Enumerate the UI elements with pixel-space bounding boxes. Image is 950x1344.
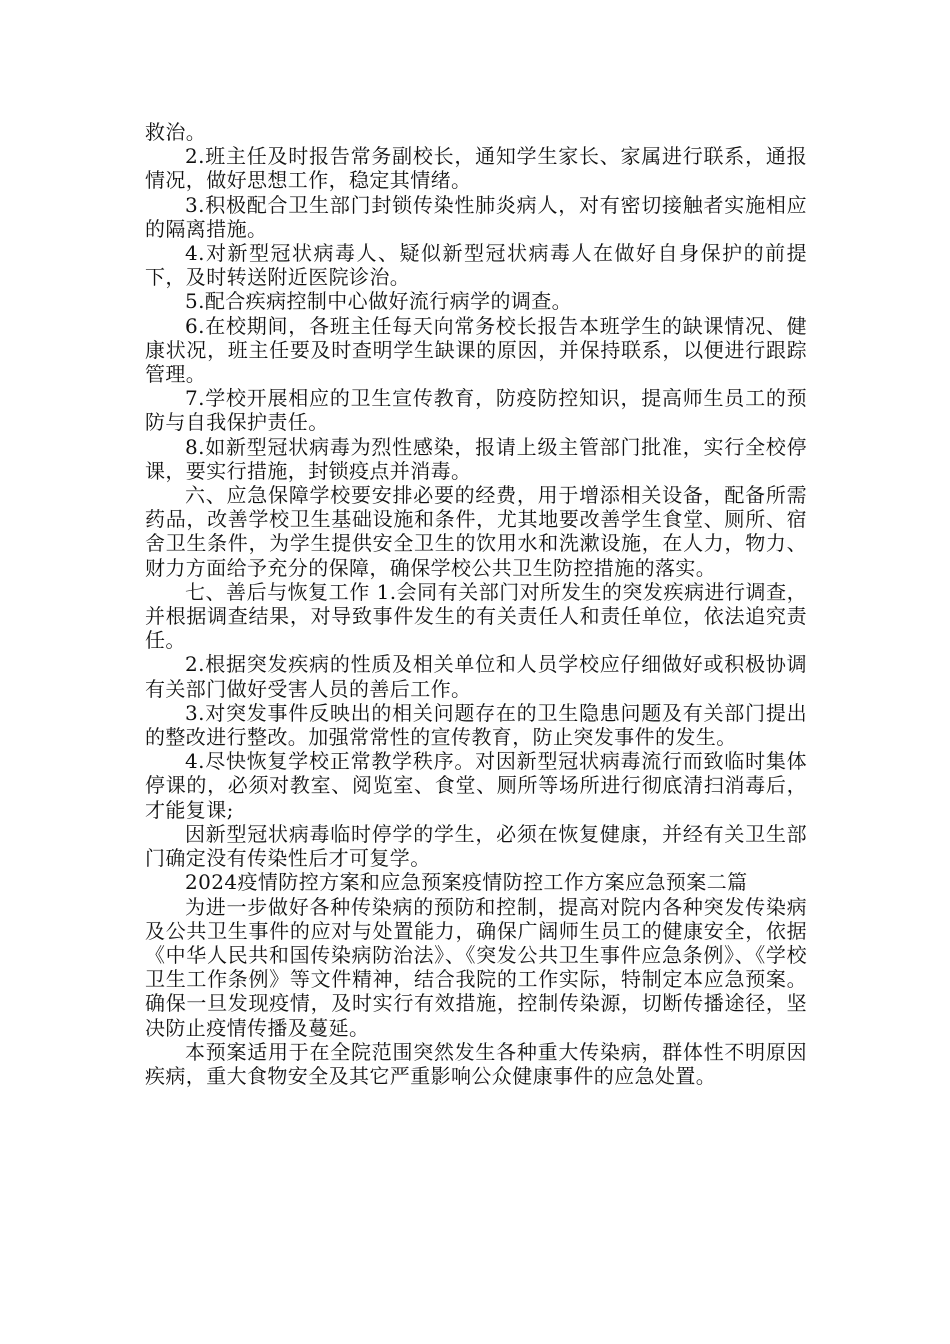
paragraph: 2.班主任及时报告常务副校长，通知学生家长、家属进行联系，通报情况，做好思想工作，稳定其情绪。 (145, 144, 807, 193)
paragraph: 因新型冠状病毒临时停学的学生，必须在恢复健康，并经有关卫生部门确定没有传染性后才可复学。 (145, 821, 807, 871)
paragraph: 8.如新型冠状病毒为烈性感染，报请上级主管部门批准，实行全校停课，要实行措施，封锁疫点并消毒。 (145, 434, 807, 483)
paragraph: 4.尽快恢复学校正常教学秩序。对因新型冠状病毒流行而致临时集体停课的，必须对教室、阅览室、食堂、厕所等场所进行彻底清扫消毒后，才能复课; (145, 749, 807, 822)
paragraph: 救治。 (145, 120, 207, 144)
paragraph: 本预案适用于在全院范围突然发生各种重大传染病，群体性不明原因疾病，重大食物安全及其它严重影响公众健康事件的应急处置。 (145, 1039, 807, 1088)
paragraph: 4.对新型冠状病毒人、疑似新型冠状病毒人在做好自身保护的前提下，及时转送附近医院诊治。 (145, 241, 807, 290)
paragraph: 7.学校开展相应的卫生宣传教育，防疫防控知识，提高师生员工的预防与自我保护责任。 (145, 386, 807, 435)
paragraph: 3.积极配合卫生部门封锁传染性肺炎病人，对有密切接触者实施相应的隔离措施。 (145, 192, 807, 241)
paragraph: 6.在校期间，各班主任每天向常务校长报告本班学生的缺课情况、健康状况，班主任要及时查明学生缺课的原因，并保持联系，以便进行跟踪管理。 (145, 313, 807, 387)
paragraph: 5.配合疾病控制中心做好流行病学的调查。 (185, 289, 573, 314)
paragraph: 3.对突发事件反映出的相关问题存在的卫生隐患问题及有关部门提出的整改进行整改。加强常常性的宣传教育，防止突发事件的发生。 (145, 700, 807, 750)
paragraph: 六、应急保障学校要安排必要的经费，用于增添相关设备，配备所需药品，改善学校卫生基础设施和条件，尤其地要改善学生食堂、厕所、宿舍卫生条件，为学生提供安全卫生的饮用水和洗漱设施，在人力，物力、财力方面给予充分的保障，确保学校公共卫生防控措施的落实。 (145, 483, 807, 580)
document-body (145, 120, 807, 1088)
paragraph: 2.根据突发疾病的性质及相关单位和人员学校应仔细做好或积极协调有关部门做好受害人员的善后工作。 (145, 652, 807, 701)
paragraph: 为进一步做好各种传染病的预防和控制，提高对院内各种突发传染病及公共卫生事件的应对与处置能力，确保广阔师生员工的健康安全，依据《中华人民共和国传染病防治法》、《突发公共卫生事件应急条例》、《学校卫生工作条例》等文件精神，结合我院的工作实际，特制定本应急预案。确保一旦发现疫情，及时实行有效措施，控制传染源，切断传播途径，坚决防止疫情传播及蔓延。 (145, 894, 807, 1040)
paragraph: 七、善后与恢复工作 1.会同有关部门对所发生的突发疾病进行调查，并根据调查结果，对导致事件发生的有关责任人和责任单位，依法追究责任。 (145, 579, 807, 653)
paragraph: 2024疫情防控方案和应急预案疫情防控工作方案应急预案二篇 (185, 870, 748, 895)
